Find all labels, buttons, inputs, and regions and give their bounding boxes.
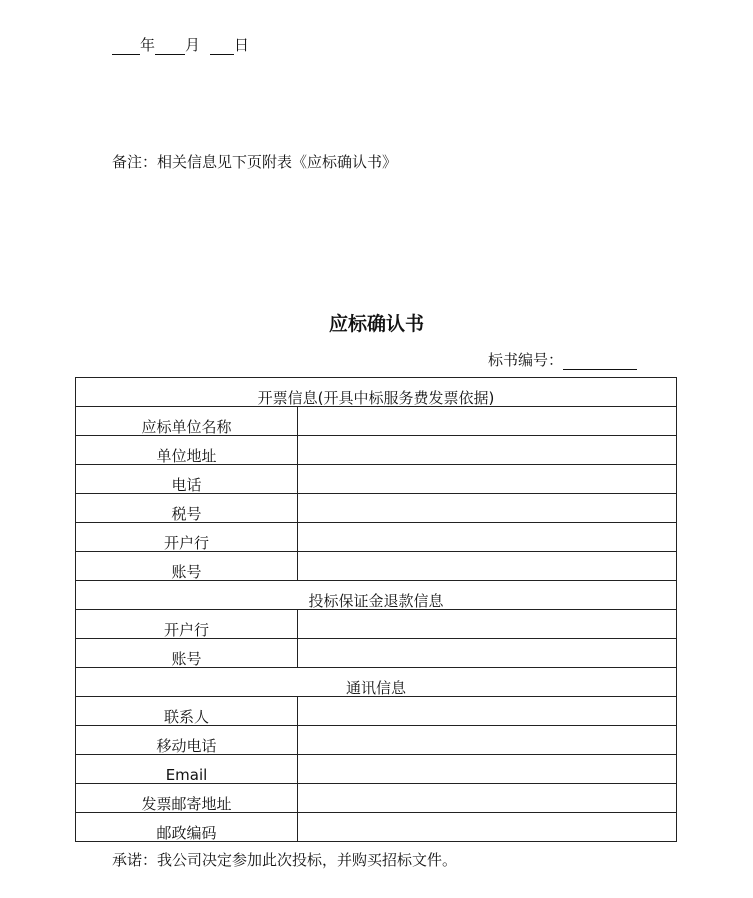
field-value-cell[interactable] bbox=[298, 697, 677, 726]
form-row bbox=[76, 784, 677, 813]
form-row bbox=[76, 436, 677, 465]
confirmation-form-table bbox=[75, 377, 677, 842]
section-header-row bbox=[76, 668, 677, 697]
promise-statement: 承诺：我公司决定参加此次投标，并购买招标文件。 bbox=[112, 851, 458, 869]
day-blank[interactable] bbox=[210, 38, 234, 55]
field-value-cell[interactable] bbox=[298, 523, 677, 552]
remark-note: 备注：相关信息见下页附表《应标确认书》 bbox=[112, 153, 398, 171]
field-value-cell[interactable] bbox=[298, 813, 677, 842]
form-row bbox=[76, 726, 677, 755]
form-row bbox=[76, 523, 677, 552]
field-label: 发票邮寄地址 bbox=[76, 784, 298, 813]
form-row bbox=[76, 697, 677, 726]
bid-number-label: 标书编号： bbox=[488, 351, 564, 369]
field-label: 账号 bbox=[76, 552, 298, 581]
field-label: 邮政编码 bbox=[76, 813, 298, 842]
field-label: 税号 bbox=[76, 494, 298, 523]
field-label: Email bbox=[76, 755, 298, 784]
year-label: 年 bbox=[140, 36, 156, 54]
section-header-row bbox=[76, 581, 677, 610]
form-row bbox=[76, 755, 677, 784]
field-label: 单位地址 bbox=[76, 436, 298, 465]
field-value-cell[interactable] bbox=[298, 784, 677, 813]
field-value-cell[interactable] bbox=[298, 610, 677, 639]
field-label: 电话 bbox=[76, 465, 298, 494]
field-value-cell[interactable] bbox=[298, 639, 677, 668]
bid-number bbox=[488, 349, 637, 370]
section-heading: 开票信息(开具中标服务费发票依据) bbox=[76, 378, 677, 407]
section-heading: 投标保证金退款信息 bbox=[76, 581, 677, 610]
field-label: 移动电话 bbox=[76, 726, 298, 755]
section-heading: 通讯信息 bbox=[76, 668, 677, 697]
date-line bbox=[112, 34, 249, 55]
form-row bbox=[76, 552, 677, 581]
month-blank[interactable] bbox=[155, 38, 185, 55]
form-row bbox=[76, 813, 677, 842]
form-row bbox=[76, 494, 677, 523]
form-row bbox=[76, 407, 677, 436]
form-row bbox=[76, 639, 677, 668]
field-label: 账号 bbox=[76, 639, 298, 668]
field-label: 应标单位名称 bbox=[76, 407, 298, 436]
form-row bbox=[76, 610, 677, 639]
month-label: 月 bbox=[185, 36, 201, 54]
year-blank[interactable] bbox=[112, 38, 140, 55]
field-value-cell[interactable] bbox=[298, 552, 677, 581]
field-label: 开户行 bbox=[76, 610, 298, 639]
form-title: 应标确认书 bbox=[328, 313, 424, 335]
field-value-cell[interactable] bbox=[298, 436, 677, 465]
form-row bbox=[76, 465, 677, 494]
day-label: 日 bbox=[234, 36, 250, 54]
field-value-cell[interactable] bbox=[298, 465, 677, 494]
field-value-cell[interactable] bbox=[298, 494, 677, 523]
section-header-row bbox=[76, 378, 677, 407]
field-label: 开户行 bbox=[76, 523, 298, 552]
field-value-cell[interactable] bbox=[298, 407, 677, 436]
field-label: 联系人 bbox=[76, 697, 298, 726]
field-value-cell[interactable] bbox=[298, 755, 677, 784]
bid-number-blank[interactable] bbox=[563, 353, 637, 370]
field-value-cell[interactable] bbox=[298, 726, 677, 755]
